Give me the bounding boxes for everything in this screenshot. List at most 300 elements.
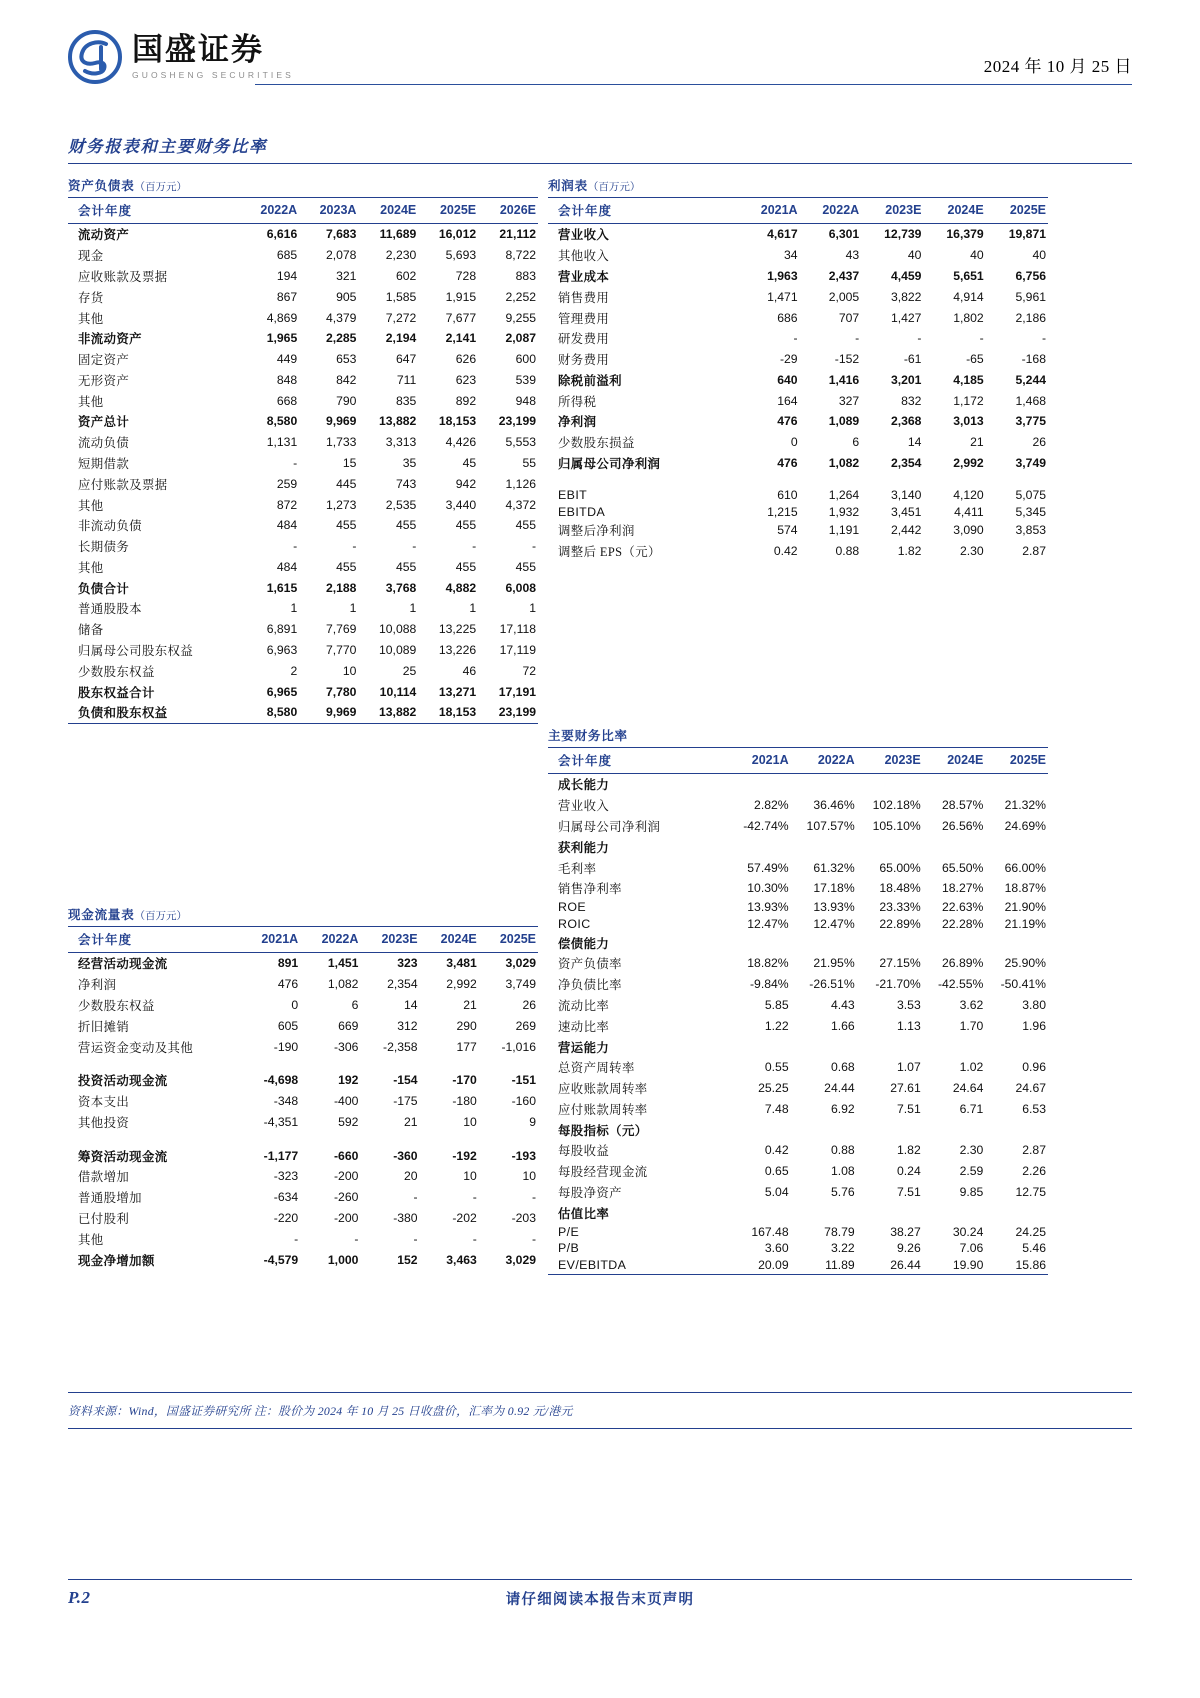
row-value: 1,615 <box>266 580 298 595</box>
row-label: 长期债务 <box>78 540 130 555</box>
row-label: EV/EBITDA <box>558 1258 627 1273</box>
row-value: 26 <box>522 997 536 1012</box>
row-value: 1,000 <box>327 1252 359 1267</box>
row-value <box>857 932 923 953</box>
table-row <box>68 1057 538 1070</box>
row-value: 167.48 <box>751 1224 789 1239</box>
row-label: 借款增加 <box>78 1170 130 1185</box>
row-value: 2,230 <box>385 248 417 263</box>
table-row <box>548 1015 1048 1036</box>
row-value: 1,915 <box>445 289 477 304</box>
row-value: 1.82 <box>897 1143 921 1158</box>
table-row <box>68 328 538 349</box>
row-value: 1.82 <box>897 544 922 559</box>
row-value: 17,119 <box>499 643 536 658</box>
row-value: 12.47% <box>813 916 855 931</box>
row-value: 707 <box>838 310 860 325</box>
row-value: 872 <box>276 497 298 512</box>
row-value: -2,358 <box>383 1039 418 1054</box>
income-statement-body <box>548 224 1048 562</box>
row-value: 647 <box>395 352 417 367</box>
row-value: 3,201 <box>890 372 922 387</box>
row-value: 16,379 <box>946 227 984 242</box>
table-row <box>548 1182 1048 1203</box>
row-value: 11,689 <box>379 227 417 242</box>
table-row <box>548 328 1048 349</box>
row-label: 除税前溢利 <box>558 373 622 388</box>
row-value: 61.32% <box>813 860 855 875</box>
row-value <box>791 1036 857 1057</box>
row-value: 867 <box>276 289 298 304</box>
row-value: 1,733 <box>325 435 357 450</box>
table-row <box>68 494 538 515</box>
row-label: 速动比率 <box>558 1019 610 1034</box>
row-value: -4,579 <box>263 1252 299 1267</box>
row-value: 11.89 <box>825 1258 855 1273</box>
column-header: 会计年度 <box>68 198 240 224</box>
row-value: 7.06 <box>959 1241 984 1256</box>
cashflow-statement-unit: （百万元） <box>134 911 188 922</box>
row-value: 1,963 <box>767 268 798 283</box>
row-value: 7.51 <box>897 1185 921 1200</box>
row-value: 4,617 <box>767 227 798 242</box>
row-value: 455 <box>455 518 477 533</box>
row-value: 626 <box>455 352 477 367</box>
table-row <box>548 1036 1048 1057</box>
row-value: 455 <box>336 559 357 574</box>
row-value: 2 <box>290 663 298 678</box>
row-value: 21 <box>404 1114 418 1129</box>
row-value: 152 <box>397 1252 418 1267</box>
row-value: 539 <box>515 372 536 387</box>
table-row <box>548 974 1048 995</box>
row-value: 27.61 <box>890 1081 921 1096</box>
table-row <box>548 1057 1048 1078</box>
row-value: - <box>472 1190 477 1205</box>
row-label: 估值比率 <box>558 1206 610 1221</box>
row-value: 2.26 <box>1022 1164 1046 1179</box>
footnote-text: 资料来源：Wind，国盛证券研究所 注：股价为 2024 年 10 月 25 日收盘价，汇率为 0.92 元/港元 <box>68 1404 573 1418</box>
row-value: 455 <box>515 559 536 574</box>
row-value: 743 <box>395 476 417 491</box>
row-value: 13.93% <box>747 900 789 915</box>
row-value: 0.88 <box>830 1143 855 1158</box>
row-value <box>728 836 791 857</box>
row-value: 13,226 <box>438 643 477 658</box>
row-value: 3.53 <box>897 997 921 1012</box>
row-value: 10,088 <box>379 622 417 637</box>
row-value: 2.30 <box>959 1143 984 1158</box>
row-value: 455 <box>515 518 536 533</box>
row-value: 1.07 <box>897 1060 921 1075</box>
row-value: 57.49% <box>747 860 789 875</box>
row-value: 43 <box>845 248 860 263</box>
footer-disclaimer: 请仔细阅读本报告末页声明 <box>505 1591 695 1608</box>
row-value: 2,194 <box>385 331 417 346</box>
row-spacer <box>68 1057 538 1070</box>
row-value: - <box>354 1231 359 1246</box>
company-logo <box>68 30 294 84</box>
report-date: 2024 年 10 月 25 日 <box>983 57 1132 76</box>
row-value: 21.90% <box>1004 900 1046 915</box>
row-value: 23.33% <box>879 900 921 915</box>
row-label: P/E <box>558 1224 580 1239</box>
table-row <box>68 1015 538 1036</box>
row-label: 营运能力 <box>558 1040 610 1055</box>
row-value: 290 <box>456 1018 477 1033</box>
row-value: 5,075 <box>1015 487 1046 502</box>
row-label: 筹资活动现金流 <box>78 1149 168 1164</box>
row-value: 3,463 <box>446 1252 477 1267</box>
row-value: 27.15% <box>879 956 921 971</box>
row-label: 少数股东权益 <box>78 998 155 1013</box>
cashflow-statement-body <box>68 953 538 1270</box>
table-row <box>68 224 538 245</box>
row-value: 22.63% <box>942 900 984 915</box>
row-label: 每股经营现金流 <box>558 1165 648 1180</box>
row-value: 72 <box>522 663 536 678</box>
row-label: 资产总计 <box>78 415 130 430</box>
row-value: 21.32% <box>1004 798 1046 813</box>
row-label: 股东权益合计 <box>78 685 155 700</box>
table-row <box>68 432 538 453</box>
row-value: 6,616 <box>266 227 298 242</box>
row-value: 13,882 <box>379 705 417 720</box>
row-value: 1,191 <box>828 523 860 538</box>
column-header: 2021A <box>240 927 300 953</box>
row-value: 0.42 <box>773 544 798 559</box>
cashflow-statement-caption <box>68 905 538 926</box>
row-value: 3,313 <box>385 435 417 450</box>
row-value: -192 <box>452 1148 477 1163</box>
row-value: 259 <box>276 476 298 491</box>
table-row <box>68 1036 538 1057</box>
row-value <box>791 1119 857 1140</box>
row-value <box>985 774 1048 795</box>
row-value: 7,770 <box>325 643 357 658</box>
row-value: 1 <box>349 601 357 616</box>
row-value: 476 <box>777 414 798 429</box>
table-row <box>68 660 538 681</box>
row-value: 7,769 <box>325 622 357 637</box>
column-header: 2023A <box>299 198 358 224</box>
row-value: 2.30 <box>959 544 984 559</box>
row-value: 24.69% <box>1004 818 1046 833</box>
column-header: 2022A <box>800 198 862 224</box>
row-value <box>728 932 791 953</box>
row-value: 10 <box>522 1169 536 1184</box>
income-statement-header-row <box>548 198 1048 224</box>
table-row <box>68 1208 538 1229</box>
row-value: 1,416 <box>828 372 860 387</box>
balance-sheet-header-row <box>68 198 538 224</box>
row-value: -42.55% <box>937 977 984 992</box>
row-value: 10,089 <box>379 643 417 658</box>
table-row <box>548 453 1048 474</box>
row-value: 5.76 <box>830 1185 855 1200</box>
row-value: -152 <box>834 352 860 367</box>
row-value: 1,427 <box>890 310 922 325</box>
row-label: 短期借款 <box>78 456 130 471</box>
row-label: 偿债能力 <box>558 936 610 951</box>
row-value: 685 <box>276 248 298 263</box>
row-label: 折旧摊销 <box>78 1019 130 1034</box>
row-value: 1.70 <box>959 1018 984 1033</box>
table-row <box>548 1223 1048 1240</box>
row-value: 455 <box>395 559 417 574</box>
row-value <box>857 1202 923 1223</box>
row-value: 1,215 <box>767 504 798 519</box>
row-value: 883 <box>515 268 536 283</box>
row-value <box>857 774 923 795</box>
key-ratios-bottom-rule <box>548 1274 1048 1275</box>
row-value: 24.64 <box>952 1081 984 1096</box>
row-label: 其他 <box>78 394 104 409</box>
row-value: 14 <box>404 997 418 1012</box>
table-row <box>68 1228 538 1249</box>
row-value: 476 <box>277 977 299 992</box>
row-value: 18.27% <box>942 881 984 896</box>
table-row <box>548 836 1048 857</box>
table-row <box>68 1145 538 1166</box>
row-value: 192 <box>338 1073 359 1088</box>
row-value: -323 <box>273 1169 299 1184</box>
row-label: 负债和股东权益 <box>78 706 168 721</box>
row-label: 无形资产 <box>78 373 130 388</box>
row-value: 1.22 <box>764 1018 789 1033</box>
row-label: P/B <box>558 1241 580 1256</box>
row-value: 40 <box>1032 248 1046 263</box>
row-value: 26.44 <box>890 1258 921 1273</box>
row-value: 4,120 <box>953 487 984 502</box>
row-value: 4,426 <box>445 435 477 450</box>
row-value: 34 <box>784 248 798 263</box>
table-row <box>548 1240 1048 1257</box>
table-row <box>68 702 538 723</box>
row-value <box>728 774 791 795</box>
row-label: 每股收益 <box>558 1144 610 1159</box>
row-value: -306 <box>334 1039 359 1054</box>
row-value: 19,871 <box>1008 227 1046 242</box>
key-ratios-table <box>548 747 1048 1274</box>
section-title-divider <box>68 163 1132 164</box>
row-label: 少数股东权益 <box>78 664 155 679</box>
row-value: - <box>413 1231 418 1246</box>
row-value: 10 <box>463 1114 477 1129</box>
row-value: 3,775 <box>1015 414 1046 429</box>
table-row <box>548 995 1048 1016</box>
row-value: 790 <box>336 393 357 408</box>
table-row <box>548 915 1048 932</box>
row-label: 流动资产 <box>78 228 130 243</box>
row-value: 7.48 <box>764 1101 789 1116</box>
row-value: 1,082 <box>327 977 359 992</box>
row-value: 455 <box>455 559 477 574</box>
row-value: 3,440 <box>445 497 477 512</box>
row-value: 5,553 <box>505 435 536 450</box>
row-value: 623 <box>455 372 477 387</box>
table-row <box>68 1111 538 1132</box>
row-value: 13,225 <box>438 622 477 637</box>
table-row <box>68 245 538 266</box>
cashflow-statement-title: 现金流量表 <box>68 908 135 922</box>
row-label: 营业成本 <box>558 269 610 284</box>
table-row <box>548 411 1048 432</box>
row-value: 12,739 <box>884 227 922 242</box>
row-value: 105.10% <box>872 818 921 833</box>
row-label: 非流动负债 <box>78 519 142 534</box>
column-header: 2021A <box>728 748 791 774</box>
row-value <box>985 932 1048 953</box>
row-value: 16,012 <box>438 227 477 242</box>
page-number: P.2 <box>68 1588 91 1607</box>
row-value: -1,177 <box>263 1148 299 1163</box>
row-label: 其他收入 <box>558 249 610 264</box>
row-value <box>923 1202 986 1223</box>
row-value: 711 <box>396 372 417 387</box>
row-value: 1.66 <box>830 1018 855 1033</box>
table-row <box>548 520 1048 541</box>
row-value: 2,005 <box>828 289 860 304</box>
row-value: 24.25 <box>1015 1224 1046 1239</box>
row-value: 7,272 <box>385 310 417 325</box>
row-value: -26.51% <box>809 977 855 992</box>
section-title-text: 财务报表和主要财务比率 <box>68 137 268 156</box>
balance-sheet-block <box>68 176 538 724</box>
row-value: 18.48% <box>879 881 921 896</box>
row-label: EBITDA <box>558 504 606 519</box>
row-value: 19.90 <box>952 1258 984 1273</box>
row-value: -380 <box>393 1210 418 1225</box>
row-value: -160 <box>511 1094 536 1109</box>
row-value: 2,186 <box>1015 310 1046 325</box>
row-label: 其他 <box>78 498 104 513</box>
table-row <box>548 899 1048 916</box>
row-value: -660 <box>334 1148 359 1163</box>
row-value: 4,869 <box>266 310 298 325</box>
table-row <box>548 1257 1048 1274</box>
row-value: -400 <box>334 1094 359 1109</box>
row-value: 835 <box>395 393 417 408</box>
cashflow-statement-block <box>68 905 538 1270</box>
row-value: 455 <box>395 518 417 533</box>
row-value: 66.00% <box>1004 860 1046 875</box>
table-row <box>548 795 1048 816</box>
row-value: 3,481 <box>446 956 477 971</box>
row-value: 2.87 <box>1022 544 1046 559</box>
row-value: 65.50% <box>942 860 984 875</box>
row-value: 9,969 <box>325 705 357 720</box>
row-value: 1,264 <box>828 487 860 502</box>
row-value: 8,580 <box>266 705 298 720</box>
table-row <box>548 390 1048 411</box>
row-value: 2,078 <box>325 248 357 263</box>
row-value: -360 <box>393 1148 418 1163</box>
column-header: 2025E <box>986 198 1048 224</box>
row-value: 1,172 <box>953 393 984 408</box>
income-statement-unit: （百万元） <box>587 182 641 193</box>
table-row <box>68 557 538 578</box>
row-value: 7,677 <box>445 310 477 325</box>
row-value: 3,090 <box>953 523 984 538</box>
row-value: 40 <box>907 248 922 263</box>
guosheng-logo-icon <box>68 30 122 84</box>
column-header: 2022A <box>300 927 360 953</box>
row-value: 177 <box>456 1039 477 1054</box>
row-label: 投资活动现金流 <box>78 1074 168 1089</box>
row-label: 存货 <box>78 290 104 305</box>
row-value: 8,580 <box>266 414 298 429</box>
row-value <box>791 774 857 795</box>
row-value: 9,969 <box>325 414 357 429</box>
row-value: - <box>531 1231 536 1246</box>
row-value: 15.86 <box>1015 1258 1046 1273</box>
table-row <box>548 932 1048 953</box>
row-value: 4,459 <box>890 268 922 283</box>
row-value: 2,354 <box>890 455 922 470</box>
row-value: 9.26 <box>897 1241 921 1256</box>
column-header: 2021A <box>738 198 800 224</box>
row-spacer <box>68 1132 538 1145</box>
row-value: 605 <box>277 1018 299 1033</box>
row-value: 0.68 <box>830 1060 855 1075</box>
row-value: - <box>412 539 417 554</box>
row-value: 18.87% <box>1004 881 1046 896</box>
row-label: 流动比率 <box>558 998 610 1013</box>
row-value: 18,153 <box>438 705 477 720</box>
row-value: -29 <box>779 352 798 367</box>
logo-text-en: GUOSHENG SECURITIES <box>132 69 294 80</box>
row-value: 5,693 <box>445 248 477 263</box>
column-header: 2023E <box>857 748 923 774</box>
table-row <box>548 486 1048 503</box>
row-value: 12.75 <box>1015 1185 1046 1200</box>
table-row <box>68 1132 538 1145</box>
row-value: - <box>352 539 357 554</box>
row-label: 归属母公司股东权益 <box>78 644 194 659</box>
row-value: 1,932 <box>828 504 860 519</box>
table-row <box>68 974 538 995</box>
row-value: -200 <box>334 1210 359 1225</box>
table-row <box>548 774 1048 795</box>
row-value: 21.95% <box>813 956 855 971</box>
row-value: 17,118 <box>499 622 536 637</box>
row-value: 445 <box>336 476 357 491</box>
row-value: 942 <box>455 476 477 491</box>
row-value: 35 <box>402 455 417 470</box>
row-label: 储备 <box>78 623 104 638</box>
table-row <box>68 1091 538 1112</box>
row-value: 21 <box>463 997 477 1012</box>
row-value: 3,749 <box>1015 455 1046 470</box>
row-value: 6.92 <box>830 1101 855 1116</box>
page-footer <box>68 1579 1132 1608</box>
row-value: 455 <box>336 518 357 533</box>
row-value: 26 <box>1032 435 1046 450</box>
table-row <box>68 453 538 474</box>
row-value: 3,029 <box>505 1252 536 1267</box>
row-label: 负债合计 <box>78 581 130 596</box>
row-value: -61 <box>903 352 922 367</box>
row-value: 25 <box>402 663 417 678</box>
row-value: 1,965 <box>266 331 298 346</box>
table-row <box>68 411 538 432</box>
row-value: 2,368 <box>890 414 922 429</box>
column-header: 2026E <box>478 198 538 224</box>
row-value: 1,131 <box>266 435 298 450</box>
row-value: -193 <box>511 1148 536 1163</box>
row-value: -1,016 <box>501 1039 536 1054</box>
